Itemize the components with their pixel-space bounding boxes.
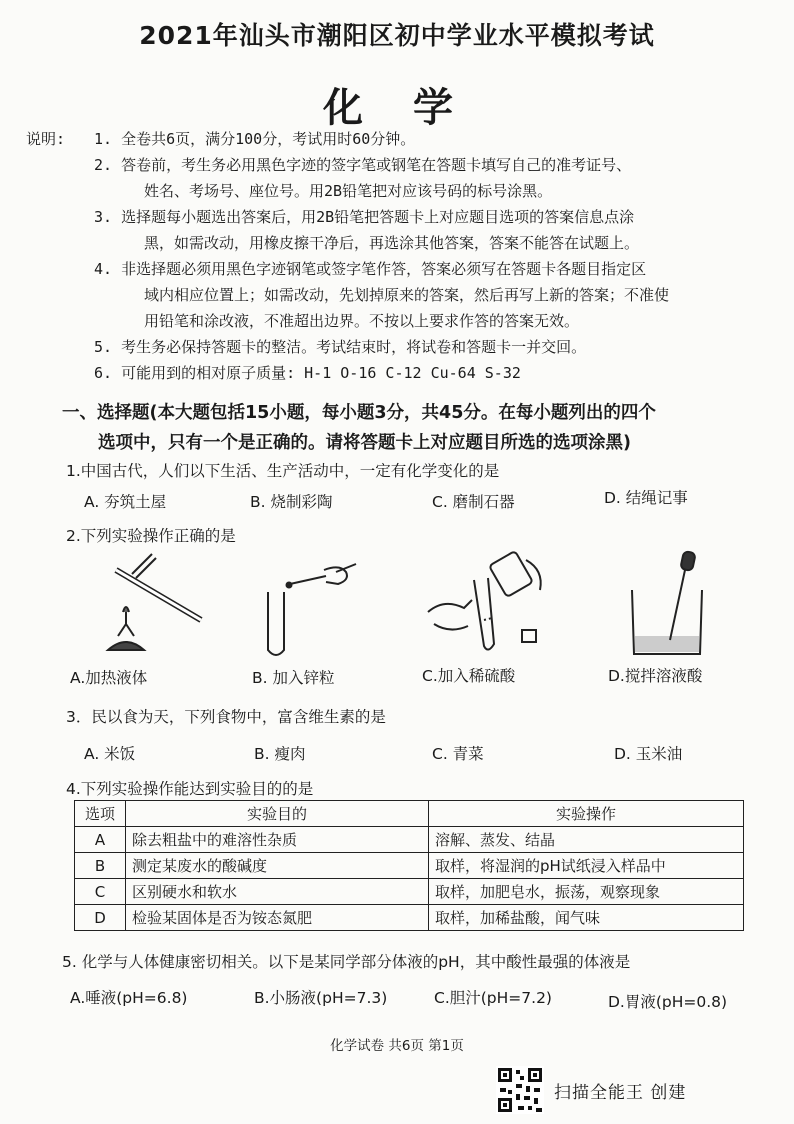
- table-cell: 溶解、蒸发、结晶: [429, 827, 744, 853]
- table-cell: B: [75, 853, 126, 879]
- stirring-solution-figure: [620, 550, 720, 662]
- q2-option-c: C.加入稀硫酸: [422, 667, 516, 685]
- instructions: [26, 126, 776, 386]
- q5-option-c: C.胆汁(pH=7.2): [434, 989, 552, 1007]
- adding-acid-figure: [414, 550, 554, 662]
- q2-option-b: B. 加入锌粒: [252, 669, 335, 687]
- table-row: [75, 853, 744, 879]
- table-row: [75, 827, 744, 853]
- q1-option-b: B. 烧制彩陶: [250, 493, 333, 511]
- table-row: [75, 879, 744, 905]
- q3-option-b: B. 瘦肉: [254, 745, 306, 763]
- table-cell: D: [75, 905, 126, 931]
- table-header: 实验目的: [126, 801, 429, 827]
- scanner-watermark: 扫描全能王 创建: [554, 1083, 687, 1103]
- table-cell: 取样，将湿润的pH试纸浸入样品中: [429, 853, 744, 879]
- table-cell: 取样，加稀盐酸，闻气味: [429, 905, 744, 931]
- instruction-line: 1. 全卷共6页，满分100分，考试用时60分钟。: [94, 130, 416, 148]
- q2-option-d: D.搅拌溶液酸: [608, 667, 703, 685]
- instruction-line: 域内相应位置上；如需改动，先划掉原来的答案，然后再写上新的答案；不准使: [144, 286, 670, 304]
- q1-option-a: A. 夯筑土屋: [84, 493, 167, 511]
- q2-option-a: A.加热液体: [70, 669, 148, 687]
- q3-option-c: C. 青菜: [432, 745, 484, 763]
- table-header-row: [75, 801, 744, 827]
- instruction-line: 姓名、考场号、座位号。用2B铅笔把对应该号码的标号涂黑。: [144, 182, 553, 200]
- instruction-line: 3. 选择题每小题选出答案后，用2B铅笔把答题卡上对应题目选项的答案信息点涂: [94, 208, 635, 226]
- adding-zinc-figure: [246, 550, 366, 662]
- table-cell: 检验某固体是否为铵态氮肥: [126, 905, 429, 931]
- instruction-line: 4. 非选择题必须用黑色字迹钢笔或签字笔作答，答案必须写在答题卡各题目指定区: [94, 260, 647, 278]
- q3-option-a: A. 米饭: [84, 745, 136, 763]
- question-4-stem: 4.下列实验操作能达到实验目的的是: [66, 780, 314, 798]
- table-cell: 取样，加肥皂水，振荡，观察现象: [429, 879, 744, 905]
- q1-option-d: D. 结绳记事: [604, 489, 688, 507]
- instructions-label: 说明:: [26, 130, 66, 148]
- instruction-line: 用铅笔和涂改液，不准超出边界。不按以上要求作答的答案无效。: [144, 312, 580, 330]
- table-cell: 测定某废水的酸碱度: [126, 853, 429, 879]
- q5-option-a: A.唾液(pH=6.8): [70, 989, 188, 1007]
- page-footer: 化学试卷 共6页 第1页: [330, 1038, 464, 1054]
- qr-code-icon: [496, 1066, 544, 1114]
- table-cell: A: [75, 827, 126, 853]
- heating-liquid-figure: [96, 550, 216, 662]
- instruction-line: 2. 答卷前，考生务必用黑色字迹的签字笔或钢笔在答题卡填写自己的准考证号、: [94, 156, 632, 174]
- q5-option-b: B.小肠液(pH=7.3): [254, 989, 388, 1007]
- instruction-line: 6. 可能用到的相对原子质量: H-1 O-16 C-12 Cu-64 S-32: [94, 364, 521, 382]
- question-3-stem: 3．民以食为天，下列食物中，富含维生素的是: [66, 708, 386, 726]
- exam-title: 2021年汕头市潮阳区初中学业水平模拟考试: [139, 21, 655, 50]
- table-row: [75, 905, 744, 931]
- table-cell: 除去粗盐中的难溶性杂质: [126, 827, 429, 853]
- q5-option-d: D.胃液(pH=0.8): [608, 993, 728, 1011]
- table-header: 选项: [75, 801, 126, 827]
- question-5-stem: 5. 化学与人体健康密切相关。以下是某同学部分体液的pH，其中酸性最强的体液是: [62, 953, 631, 971]
- q3-option-d: D. 玉米油: [614, 745, 683, 763]
- question-2-stem: 2.下列实验操作正确的是: [66, 527, 236, 545]
- table-cell: 区别硬水和软水: [126, 879, 429, 905]
- subject-title: 化 学: [323, 85, 471, 131]
- instruction-line: 黑，如需改动，用橡皮擦干净后，再选涂其他答案，答案不能答在试题上。: [144, 234, 640, 252]
- experiment-table: [74, 800, 744, 931]
- section-heading-line: 选项中，只有一个是正确的。请将答题卡上对应题目所选的选项涂黑): [98, 433, 631, 453]
- table-header: 实验操作: [429, 801, 744, 827]
- table-cell: C: [75, 879, 126, 905]
- instruction-line: 5. 考生务必保持答题卡的整洁。考试结束时，将试卷和答题卡一并交回。: [94, 338, 587, 356]
- q1-option-c: C. 磨制石器: [432, 493, 515, 511]
- section-heading-line: 一、选择题(本大题包括15小题，每小题3分，共45分。在每小题列出的四个: [62, 403, 656, 423]
- question-1-stem: 1.中国古代，人们以下生活、生产活动中，一定有化学变化的是: [66, 462, 500, 480]
- section-heading: [62, 398, 772, 458]
